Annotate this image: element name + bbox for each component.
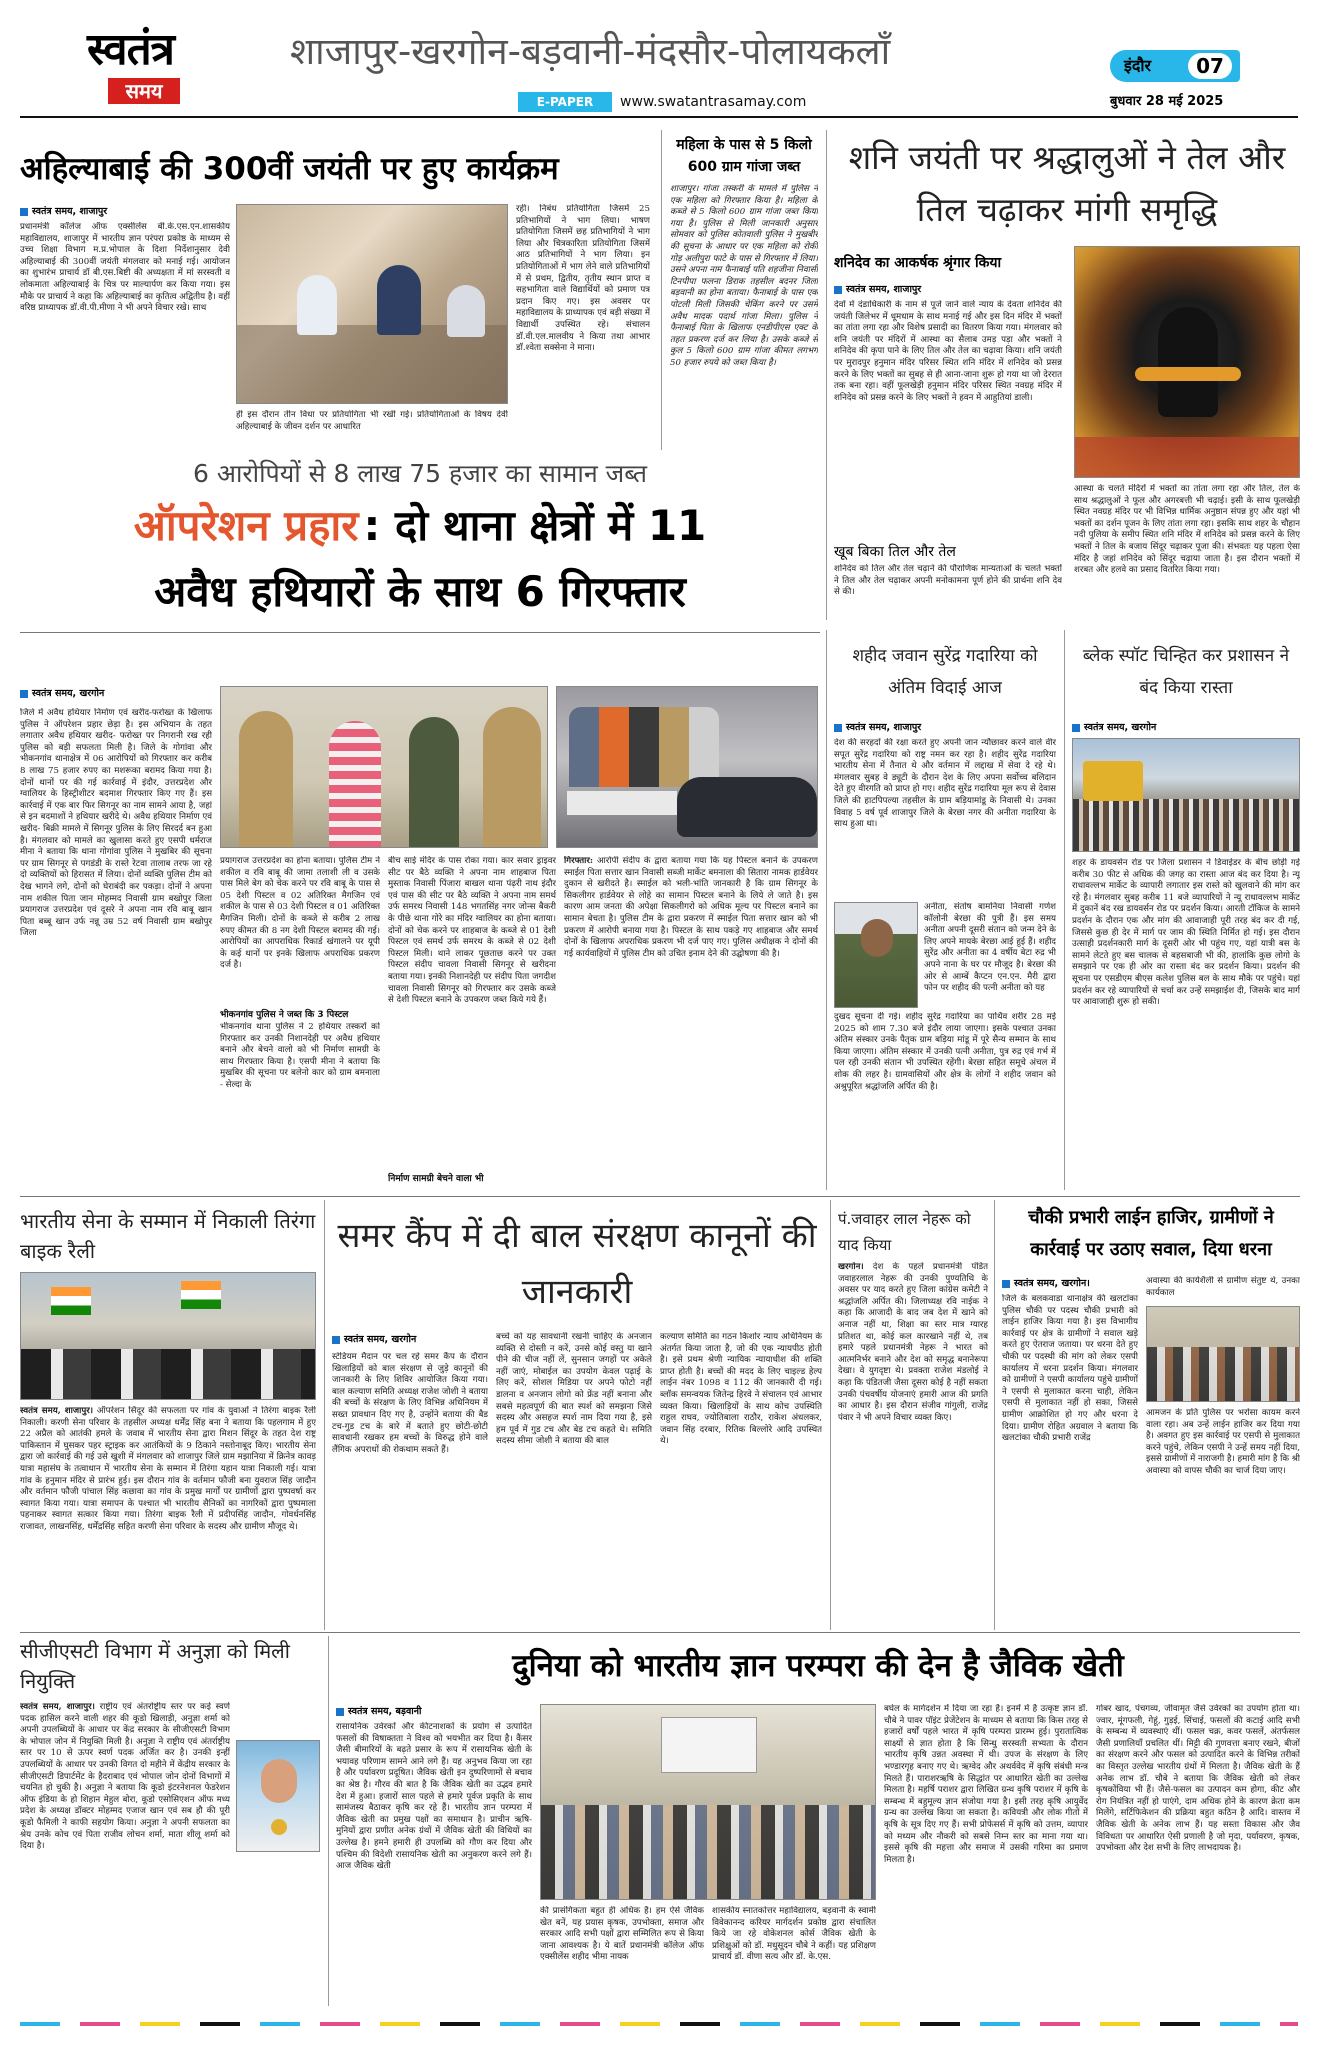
shani-headline: शनि जयंती पर श्रद्धालुओं ने तेल और तिल चढ़ाकर मांगी समृद्धि (848, 138, 1286, 229)
prahar-photo-car (556, 686, 818, 848)
prahar-headline-line1 (20, 494, 820, 558)
accused-figure (329, 721, 381, 848)
chowki-dateline-text: स्वतंत्र समय, खरगोन। (1014, 1278, 1090, 1289)
excavator-shape (1083, 761, 1143, 801)
city-name: इंदौर (1124, 56, 1152, 75)
shaheed-headline: शहीद जवान सुरेंद्र गदारिया को अंतिम विदाई आज (852, 646, 1038, 698)
shaheed-text3: दुखद सूचना दी गई। शहीद सुरेंद्र गदारिया का पार्थिव शरीर 28 मई 2025 को शाम 7.30 बजे इंदौर लाया जाएगा। इसके पश्चात उनका अंतिम संस्कार उनके पैतृक ग्राम बड़िया मांडू में पूरे सैन्य सम्मान के साथ किया जाएगा। अंतिम संस्कार में उनकी पत्नी अनीता, पुत्र रुद्र एवं गर्भ में पल रही उनकी संतान भी उपस्थित रहेंगी। बेरछा सहित समूचे अंचल में शोक की लहर है। ग्रामवासियों और क्षेत्र के लोगों ने शहीद जवान को अश्रुपूरित श्रद्धांजलि अर्पित की है। (834, 1012, 1056, 1092)
idol-shape (1158, 307, 1218, 417)
ahilya-dateline (20, 204, 220, 222)
logo-bottom-text: समय (108, 78, 180, 104)
shaheed-dateline (834, 720, 1054, 738)
prahar-col3: बीच साई मंदिर के पास रोका गया। कार सवार ड्राइवर सीट पर बैठे व्यक्ति ने अपना नाम शाहबाज पिता मुस्ताक निवासी पिंजारा बाखल थाना पंढ़री नाथ इंदौर एवं पास की सीट पर बैठे व्यक्ति ने अपना नाम समर्थ उर्फ समरथ निवासी 148 भगतसिंह नगर जोन्स बैकरी के पीछे थाना गोरे का मंदिर ग्वालियर का होना बताया। दोनों को चेक करने पर शाहबाज के कब्जे से 01 देशी पिस्टल एवं समर्थ उर्फ समरथ के कब्जे से 02 देशी पिस्टल मिली। थाने लाकर पूछताछ करने पर उक्त पिस्टल संदीप चावला निवासी सिगनूर से खरीदना बताया गया। इनकी निशानदेही पर संदीप पिता जगदीश चावला निवासी सिगनूर को गिरफ्तार कर उसके कब्जे से देशी पिस्टल बनाने के उपकरण जब्त किये गये हैं। (388, 856, 556, 1006)
tiranga-photo (20, 1272, 316, 1400)
prahar-dateline-text: स्वतंत्र समय, खरगोन (32, 688, 105, 699)
column-divider (826, 130, 827, 620)
section-rule (20, 1632, 1300, 1633)
shaheed-photo (834, 902, 918, 1008)
group-figures (569, 707, 719, 787)
ganja-headline: महिला के पास से 5 किलो 600 ग्राम गांजा जब्त (676, 137, 812, 175)
shani-subhead2: खूब बिका तिल और तेल (834, 544, 956, 560)
ahilya-col1: प्रधानमंत्री कॉलेज ऑफ एक्सीलेंस बी.के.एस.एन.शासकीय महाविद्यालय, शाजापुर में भारतीय ज्ञान परंपरा प्रकोष्ठ के माध्यम से उच्च शिक्षा विभाग म.प्र.भोपाल के दिशा निर्देशानुसार देवी अहिल्याबाई की 300वीं जयंती मंगलवार को मनाई गई। आयोजन का शुभारंभ प्राचार्य डॉ बी.एस.बिष्टी की अध्यक्षता में मां सरस्वती व लोकमाता अहिल्याबाई के चित्र पर माल्यार्पण कर किया गया। इस मौके पर प्राचार्य ने कहा कि अहिल्याबाई का कृतित्व अद्वितीय है। वहीं वरिष्ठ प्राध्यापक डॉ.वी.पी.मीणा ने भी अपने विचार रखे। साथ (20, 222, 230, 314)
dateline-marker (332, 1336, 340, 1344)
issue-date: बुधवार 28 मई 2025 (1110, 94, 1224, 109)
dateline-marker (834, 724, 842, 732)
prahar-col1: जिले में अवैध हथियार निर्माण एवं खरीद-फरोख्त के खिलाफ पुलिस ने ऑपरेशन प्रहार छेड़ा है। इस अभियान के तहत लगातार अवैध हथियार खरीद- फरोख्त पर निगरानी रख रही पुलिस को बड़ी सफलता मिली है। जिले के गोगांवा और भीकनगांव थानाक्षेत्र में 06 आरोपियों को गिरफ्तार कर करीब 8 लाख 75 हजार रुपए का मशरूका बरामद किया गया है। दोनों थानों पर की गई कार्रवाई में इंदौर, उत्तरप्रदेश और ग्वालियर के हिस्ट्रीशीटर बदमाश गिरफ्तार किए गए हैं। इस कार्रवाई में एक बार फिर सिगनूर का नाम सामने आया है, जहां से इन बदमाशों ने हथियार खरीदे थे। अवैध हथियार निर्माण एवं खरीद- बिक्री मामले में सिगनूर पुलिस के लिए सिरदर्द बन हुआ है। मंगलवार को मामले का खुलासा करते हुए एसपी धर्मराज मीना ने बताया कि थाना गोगांवा पुलिस ने मुखबिर की सूचना पर ग्राम सिगनूर से पगडंडी के रास्ते रेटवा तालाब तरफ जा रहे दो व्यक्तियों को हिरासत में लिया। दोनों व्यक्ति पुलिस टीम को देख भागने लगे, दोनों को घेराबंदी कर पकड़ा। दोनों ने अपना नाम शकील पिता जान मोहम्मद निवासी ग्राम बखोपुर जिला प्रयागराज उत्तरप्रदेश एवं दूसरे ने अपना नाम रवि बाबू खान पिता बब्बू खान उर्फ नन्नू उम्र 52 वर्ष निवासी ग्राम बखोपुर जिला (20, 708, 212, 939)
anuja-photo (236, 1740, 320, 1852)
column-divider (994, 1200, 995, 1630)
jaivik-col5: गोबर खाद, पंचगव्य, जीवामृत जैसे उर्वरकों का उपयोग होता था। ज्वार, मूंगफली, गेहूं, गुड़ई, सिंचाई, फसलों की कटाई आदि सभी के सम्बन्ध में व्यवस्थाएं थीं। फसल चक्र, कवर फसलें, अंतर्फसल जैसी प्रणालियाँ प्रचलित थीं। मिट्टी की गुणवत्ता बनाए रखने, बीजों का संरक्षण करने और फसल को उत्पादित करने के विभिन्न तरीकों का विस्तृत उल्लेख भारतीय ग्रंथों में मिलता है। जैविक खेती के हैं अनेक लाभ डॉ. चौबे ने बताया कि जैविक खेती को लेकर कृषकोंविया भी हैं। जैसे-फसल का उत्पादन कम होगा, कीट और रोग नियंत्रित नहीं हो पाएंगे, दाम अधिक होने के कारण क्रेता कम मिलेंगे, सर्टिफिकेशन की प्रक्रिया बहुत कठिन है आदि। वास्तव में जैविक खेती के अनेक लाभ हैं। यह सस्ता विकास और जैव विविधता पर आधारित ऐसी प्रणाली है जो मृदा, पर्यावरण, कृषक, उपभोक्ता और देश सभी के लिए लाभदायक है। (1096, 1704, 1300, 1854)
flag-shape (51, 1287, 91, 1315)
ahilya-photo (236, 204, 508, 404)
shaheed-text1: देश की सरहदों की रक्षा करते हुए अपनी जान न्यौछावर करने वाले वीर सपूत सुरेंद्र गदारिया को राष्ट्र नमन कर रहा है। शहीद सुरेंद्र गदारिया भारतीय सेना में तैनात थे और वर्तमान में लद्दाख में सेवा दे रहे थे। मंगलवार सुबह वे ड्यूटी के दौरान देश के लिए अपना सर्वोच्च बलिदान देते हुए वीरगति को प्राप्त हो गए। शहीद सुरेंद्र गदारिया मूल रूप से देवास जिले की हाटपिपल्या तहसील के ग्राम बड़ियामांडू के निवासी थे। उनका विवाह 5 वर्ष पूर्व शाजापुर जिले के बेरछा नगर की अनीता गदारिया के साथ हुआ था। (834, 738, 1056, 830)
city-badge (1110, 50, 1240, 82)
edition-title: शाजापुर-खरगोन-बड़वानी-मंदसौर-पोलायकलाँ (290, 30, 891, 73)
student-figure (447, 285, 485, 337)
tiranga-body (20, 1406, 316, 1626)
bikes-shape (21, 1349, 316, 1400)
prahar-col4-block (564, 856, 818, 1186)
crowd-shape (1073, 799, 1300, 852)
flag-shape (181, 1281, 221, 1309)
prahar-headline-line2: अवैध हथियारों के साथ 6 गिरफ्तार (154, 567, 686, 616)
ahilya-dateline-text: स्वतंत्र समय, शाजापुर (32, 206, 108, 217)
jaivik-dateline (336, 1704, 536, 1722)
ahilya-col3: रही। निबंध प्रतियोगिता जिसमें 25 प्रतिभागियों ने भाग लिया। भाषण प्रतियोगिता जिसमें छह प्रतिभागियों ने भाग लिया और चित्रकारिता प्रतियोगिता जिसमें आठ प्रतिभागियों ने भाग लिया। इन प्रतियोगिताओं में भाग लेने वाले प्रतिभागियों में से प्रथम, द्वितीय, तृतीय स्थान प्राप्त व सहभागिता वाले विद्यार्थियों को प्रमाण पत्र प्रदान किए गए। इस अवसर पर महाविद्यालय के प्राध्यापक एवं बड़ी संख्या में विद्यार्थी उपस्थित रहे। संचालन डॉ.वी.एल.मालवीय ने किया तथा आभार डॉ.श्वेता सक्सेना ने माना। (516, 204, 650, 354)
prahar-headline-black: : दो थाना क्षेत्रों में 11 (363, 501, 707, 550)
shaheed-dateline-text: स्वतंत्र समय, शाजापुर (846, 722, 922, 733)
officer-figure (239, 711, 293, 848)
column-divider (324, 1200, 325, 1630)
prahar-col4-lead: गिरफ्तार: (564, 856, 594, 866)
ahilya-headline: अहिल्याबाई की 300वीं जयंती पर हुए कार्यक्रम (20, 151, 559, 187)
masthead-rule (20, 116, 1298, 118)
column-divider (830, 1200, 831, 1630)
prahar-photo-arrested (220, 686, 548, 848)
page-number: 07 (1188, 53, 1232, 79)
website-link[interactable]: www.swatantrasamay.com (620, 94, 807, 110)
flowers-shape (1075, 437, 1300, 478)
jaivik-col1: रासायनिक उर्वरकों और कीटनाशकों के प्रयोग से उत्पादित फसलों की विषाक्तता ने विश्व को भयभीत कर दिया है। कैंसर जैसी बीमारियों के बढ़ते प्रसार के रूप में रासायनिक खेती के भयावह परिणाम सामने आने लगे हैं। यह अनुभव किया जा रहा है और पर्यावरण प्रदूषित। जैविक खेती इन दुष्परिणामों से बचाव का श्रेष्ठ है। गौरव की बात है कि जैविक खेती का उद्भव हमारे देश में हुआ। हजारों साल पहले से हमारे पूर्वज प्रकृति के साथ सामंजस्य बैठाकर कृषि कर रहे हैं। भारतीय ज्ञान परम्परा में जैविक खेती का प्रमुख पक्षों का समाधान है। प्राचीन ऋषि-मुनियों द्वारा प्रणीत अनेक ग्रंथों में जैविक खेती की विधियों का उल्लेख है। हमने हमारी ही उपलब्धि को गौण कर दिया और पश्चिम की विदेशी रासायनिक खेती का अनुकरण करने लगे हैं। आज जैविक खेती (336, 1722, 532, 1872)
blackspot-photo (1072, 738, 1300, 852)
garland-shape (1135, 367, 1241, 381)
nehru-headline: पं.जवाहर लाल नेहरू को याद किया (838, 1210, 971, 1254)
dateline-marker (1002, 1280, 1010, 1288)
jaivik-col3: शासकीय स्नातकोत्तर महाविद्यालय, बड़वानी के स्वामी विवेकानन्द करियर मार्गदर्शन प्रकोष्ठ द्वारा संचालित किये जा रहे वोकेशनल कोर्स जैविक खेती के प्रशिक्षुओं को डॉ. मधुसूदन चौबे ने कहीं। यह प्रशिक्षण प्राचार्य डॉ. वीणा सत्य और डॉ. के.एस. (712, 1906, 876, 1963)
officer-figure (483, 707, 541, 848)
prahar-col2: प्रयागराज उत्तरप्रदेश का होना बताया। पुलिस टीम ने शकील व रवि बाबू की जामा तलाशी ली व उसके पास मिले बेग को चेक करने पर रवि बाबू के पास से 05 देशी पिस्टल व 02 अतिरिक्त मैगजिन एवं शकील के पास से 03 देशी पिस्टल व 01 अतिरिक्त मैगजिन मिली। दोनों के कब्जे से करीब 2 लाख रुपए कीमत की 8 नग देशी पिस्टल बरामद की गई। आरोपियों का आपराधिक रिकार्ड खंगालने पर यूपी के कई थानों पर इनके खिलाफ अपराधिक प्रकरण दर्ज है। (220, 856, 380, 971)
jaivik-photo (540, 1704, 876, 1900)
chowki-photo (1146, 1306, 1300, 1402)
accused-figure (409, 717, 459, 848)
anuja-lead: स्वतंत्र समय, शाजापुर। (20, 1702, 95, 1712)
shani-dateline-text: स्वतंत्र समय, शाजापुर (846, 284, 922, 295)
prahar-col2b: भीकनगांव थाना पुलिस ने 2 हथियार तस्करों को गिरफ्तार कर उनकी निशानदेही पर अवैध हथियार बनाने और बेचने वालो को भी निर्माण सामग्री के साथ गिरफ्तार किया है। एसपी मीना ने बताया कि मुखबिर की सूचना पर बलेनो कार को ग्राम बमनाला - सेल्दा के (220, 1022, 380, 1090)
section-rule (20, 632, 820, 633)
medal-shape (271, 1819, 287, 1835)
shani-dateline (834, 282, 1064, 300)
dateline-marker (1072, 724, 1080, 732)
student-figure (377, 265, 421, 335)
prahar-col4-text: आरोपी संदीप के द्वारा बताया गया कि यह पिस्टल बनाने के उपकरण स्माईल पिता सत्तार खान निवासी सब्जी मार्केट बमनाला की सितारा नामक हार्डवेयर दुकान से खरीदते है। स्माईल को भली-भांति जानकारी है कि ग्राम सिगनूर के सिकलीगर हार्डवेयर से लोहे का सामान पिस्टल बनाने के लिये ले जाते है। इस कारण आम जनता की अपेक्षा सिकलीगरो को अधिक मूल्य पर पिस्टल बनाने का सामान बेचता है। पुलिस टीम के द्वारा प्रकरण में स्माईल पिता सत्तार खान को भी प्रकरण में आरोपी बनाया गया है। पिस्टल के साथ पकड़े गए शाहबाज और समर्थ दोनों के खिलाफ अपराधिक प्रकरण भी दर्ज पाए गए। पुलिस अधीक्षक ने दोनों की गई कार्यवाहियों में पुलिस टीम को उचित इनाम देने की उद्घोषणा की है। (564, 856, 818, 959)
column-divider (826, 630, 827, 1190)
jaivik-dateline-text: स्वतंत्र समय, बड़वानी (348, 1706, 422, 1717)
column-divider (661, 130, 662, 450)
blackspot-text: शहर के डायवर्सन रोड पर जिला प्रशासन ने डिवाईडर के बीच छोड़ी गई करीब 30 फीट से अधिक की जगह का रास्ता आज बंद कर दिया है। न्यू राधावल्लभ मार्केट के व्यापारी लगातार इस रास्ते को खुलवाने की मांग कर रहे है। मंगलवार सुबह करीब 11 बजे व्यापारियों ने न्यू राधावल्लभ मार्केट में दुकानें बंद रख डायवर्सन रोड पर प्रदर्शन किया। आरती टॉकिज के सामने प्रदर्शन के दौरान एक और मांग की आवाजाही पूरी तरह बंद कर दी गई, जिससे कुछ ही देर में मार्ग पर जाम की स्थिति निर्मित हो गई। इस दौरान उत्साही प्रदर्शनकारी मार्ग के दूसरी ओर भी पहुंच गए, यहां यात्री बस के सामने लेटते हुए बस चालक से बहसबाजी भी की, हालांकि कुछ लोगो के समझाने पर एक ही ओर का रास्ता बंद कर प्रदर्शन किया। प्रदर्शन की सूचना पर एसडीएम बीएस कलेश पुलिस बल के साथ मौके पर पहुंचे। यहां प्रदर्शन कर रहे व्यापारियों से चर्चा कर उन्हें समझाईश दी, जिसके बाद मार्ग पर आवाजाही शुरू हो सकी। (1072, 858, 1300, 1008)
masthead (0, 0, 1318, 118)
blackspot-headline: ब्लेक स्पॉट चिन्हित कर प्रशासन ने बंद किया रास्ता (1082, 646, 1290, 698)
nehru-text: देश के पहले प्रधानमंत्री पंडित जवाहरलाल नेहरू की उनकी पुण्यतिथि के अवसर पर याद करते हुए जिला कांग्रेस कमेटी ने श्रद्धांजलि अर्पित की। जिलाध्यक्ष रवि नाईक ने कहा कि आजादी के बाद जब देश में खाने को अनाज नहीं था, शिक्षा का स्तर मात्र ग्यारह प्रतिशत था, कोई कल कारखाने नहीं थे, तब हमारे पहले प्रधानमंत्री नेहरू ने भारत को आत्मनिर्भर बनाने और देश को समृद्ध बनानेरूपा देखा। वे युगदृष्टा थे। प्रवक्ता राजेश मंडलोई ने कहा कि पंडितजी जैसा दूसरा कोई है नहीं सकता उनकी पंचवर्षीय योजनाएं हमारी आज की प्रगति का आधार है। इस दौरान संजीव गांगुली, राजेंद्र पंवार ने भी अपने विचार व्यक्त किए। (838, 1262, 988, 1423)
samar-dateline-text: स्वतंत्र समय, खरगोन (344, 1334, 417, 1345)
dateline-marker (20, 690, 28, 698)
audience-shape (541, 1805, 876, 1900)
person-face (261, 1759, 297, 1803)
chowki-dateline (1002, 1276, 1132, 1294)
epaper-label: E-PAPER (518, 92, 612, 112)
nehru-body (838, 1262, 988, 1622)
prahar-kicker: 6 आरोपियों से 8 लाख 75 हजार का सामान जब्त (192, 459, 648, 488)
table-shape (567, 791, 677, 815)
shani-photo (1074, 246, 1300, 478)
chowki-col2a: अवास्या की कार्यशैली से ग्रामीण संतुष्ट थे, उनका कार्यकाल (1146, 1276, 1300, 1298)
chowki-headline: चौकी प्रभारी लाईन हाजिर, ग्रामीणों ने कार्रवाई पर उठाए सवाल, दिया धरना (1028, 1207, 1274, 1260)
shani-subhead: शनिदेव का आकर्षक श्रृंगार किया (834, 255, 1002, 271)
shani-col1: देवों में दंडाधिकारी के नाम से पूजे जाने वाले न्याय के देवता शनिदेव की जयंती जिलेभर में धूमधाम के साथ मनाई गई और इस दिन मंदिर में भक्तों का तांता लगा रहा और विशेष प्रसादी का वितरण किया गया। मंगलवार को शनि जयंती पर मंदिरों में आस्था का सैलाब उमड़ पड़ा और भक्तों ने शनिदेव की कृपा पाने के लिए तिल और तेल का चढ़ावा किया। शनि जयंती पर मुरादपुर हनुमान मंदिर परिसर स्थित शनि मंदिर में शनिदेव को प्रसन्न करने के लिए भक्तों का सुबह से ही आना-जाना शुरू हो गया था जो देररात तक बना रहा। वहीं फूलखेड़ी हनुमान मंदिर परिसर स्थित नवग्रह मंदिर में शनिदेव को प्रसन्न करने के लिए भक्तों ने हवन में आहुतियां डाली। (834, 300, 1062, 403)
anuja-headline: सीजीएसटी विभाग में अनुज्ञा को मिली नियुक्ति (20, 1639, 290, 1693)
student-figure (297, 275, 337, 335)
blackspot-dateline-text: स्वतंत्र समय, खरगोन (1084, 722, 1157, 733)
shani-col2: आस्था के चलते मंदिरों में भक्तों का तांता लगा रहा और तिल, तेल के साथ श्रद्धालुओं ने फूल और अगरबत्ती भी चढ़ाई। इसी के साथ फूलखेड़ी स्थित नवग्रह मंदिर पर भी विभिन्न धार्मिक अनुष्ठान संपन्न हुए और यहां भी भक्तों का दर्शन पूजन के लिए तांता लगा रहा। इसकि साथ शहर के चौहान नदी पुलिया के समीप स्थित शनि मंदिर में शनिदेव को प्रसन्न करने के लिए भक्तों ने तिल के बजाय सिंदूर चढ़ाकर पूजा की। संभवतः यह पहला ऐसा मंदिर है जहां शनिदेव को सिंदूर चढ़ाया जाता है। इस दौरान भक्तों में शरबत और हलवे का प्रसाद वितरित किया गया। (1074, 484, 1300, 576)
column-divider (1064, 630, 1065, 1190)
jaivik-col2: की प्रासंगिकता बहुत ही अधिक है। हम ऐसे जैविक खेत बनें, यह प्रयास कृषक, उपभोक्ता, समाज और सरकार आदि सभी पक्षों द्वारा सम्मिलित रूप से किया जाना आवश्यक है। ये बातें प्रधानमंत्री कॉलेज ऑफ एक्सीलेंस शहीद भीमा नायक (540, 1906, 704, 1963)
samar-col1: स्टेडियम मैदान पर चल रहे समर कैंप के दौरान खिलाड़ियों को बाल संरक्षण से जुड़े कानूनों की जानकारी के लिए शिविर आयोजित किया गया। बाल कल्याण समिति अध्यक्ष राजेश जोशी ने बताया की बच्चों के संरक्षण के लिए विभिन्न अधिनियम में सख्त प्रावधान दिए गए है, उन्होंने बताया की बैड टच-गुड टच के बारे में बताते हुए छोटी-छोटी सावधानी रखकर हम बच्चों के विरुद्ध होने वाले लैंगिक अपराधों की रोकथाम सकते हैं। (332, 1352, 488, 1455)
prahar-dateline (20, 686, 220, 704)
ganja-text: शाजापुर। गांजा तस्करी के मामले में पुलिस ने एक महिला को गिरफ्तार किया है। महिला के कब्जे से 5 किलो 600 ग्राम गांजा जब्त किया गया है। पुलिस से मिली जानकारी अनुसार सोमवार को पुलिस कोतवाली पुलिस ने मुखबीर की सूचना के आधार पर एक महिला को रोकी गोड़ अलीपुरा फाटे के पास से गिरफ्तार में लिया। उसने अपना नाम फैनाबाई पति शहजीना निवासी टिनपीपा फलना डिराक तहसील बदनर जिला बड़वानी का होना बताया। फैनाबाई के पास एक पोटली मिली जिसकी चेकिंग करने पर उसमें अवैध मादक पदार्थ गांजा मिला। पुलिस ने फैनाबाई पिता के खिलाफ एनडीपीएस एक्ट के तहत प्रकरण दर्ज कर लिया है। उसके कब्जे से कुल 5 किलो 600 ग्राम गांजा कीमत लगभग 50 हजार रुपये को जब्त किया है। (670, 184, 818, 368)
car-shape (677, 777, 817, 837)
anuja-text: राष्ट्रीय एवं अंतर्राष्ट्रीय स्तर पर कई स्वर्ण पदक हासिल करने वाली शहर की कूडो खिलाड़ी, अनुज्ञा शर्मा को अपनी उपलब्धियों के आधार पर केंद्र सरकार के सीजीएसटी विभाग के भोपाल जोन में नियुक्ति मिली है। अनुज्ञा ने राष्ट्रीय एवं अंतर्राष्ट्रीय स्तर पर 10 से ऊपर स्वर्ण पदक अर्जित कर है। उनकी इन्हीं उपलब्धियों के आधार पर उनकी विगत दो महीने में केंद्रीय सरकार के सीजीएसटी डिपार्टमेंट के हैदराबाद एवं भोपाल जोन दोनों विभागों में चयनित हो चुकी है। अनुज्ञा ने बताया कि कूडो इंटरनेशनल फेडरेशन ऑफ इंडिया के हो शिहान मेहुल बोरा, कूडो एसोसिएशन ऑफ मध्य प्रदेश के अध्यक्ष डॉक्टर मोहम्मद एजाज खान एवं सब हौ की पूरी कूडो फैमिली ने काफी सहयोग किया। अनुज्ञा ने अपनी सफलता का श्रेय उनके कोच एवं पिता राजीव लोचन शर्मा, माता शीलू शर्मा को दिया है। (20, 1702, 230, 1852)
ahilya-caption: ही इस दौरान तीन विधा पर प्रतियोगिता भी रखी गई। प्रतियोगिताओं के विषय देवी अहिल्याबाई के जीवन दर्शन पर आधारित (236, 410, 508, 432)
samar-col2: बच्चे को यह सावधानी रखनी चाहिए के अनजान व्यक्ति से दोस्ती न करें, उनसे कोई वस्तु या खाने पीने की चीज नहीं लें, सुनसान जगहों पर अकेले नहीं जाएं, मोबाईल का उपयोग केवल पढ़ाई के लिए करें, सोशल मिडिया पर अपने फोटो नहीं डालना व अनजान लोगो को फ्रेंड नहीं बनाना और सबसे महत्वपूर्ण की बात स्पर्श को समझना जिसे सदस्य और असहज स्पर्श नाम दिया गया है, इसे हम पूर्व में गुड टच और बेड टच कहते थे। समिति सदस्य सीमा जोशी ने बताया की बाल (496, 1332, 652, 1447)
bottom-color-bar (20, 2022, 1298, 2026)
shaheed-text2: अनीता, संतोष बामनिया निवासी गणेश कॉलोनी बेरछा की पुत्री हैं। इस समय अनीता अपनी दूसरी संतान को जन्म देने के लिए अपने मायके बेरछा आई हुई हैं। शहीद सुरेंद्र और अनीता का 4 वर्षीय बेटा रुद्र भी अपने नाना के घर पर मौजूद है। बेरछा की ओर से आम्बें कैप्टन एन.एन. मैरी द्वारा फोन पर शहीद की पत्नी अनीता को यह (924, 902, 1056, 994)
jaivik-headline: दुनिया को भारतीय ज्ञान परम्परा की देन है जैविक खेती (512, 1648, 1124, 1684)
logo-top-text: स्वतंत्र (87, 24, 174, 75)
samar-headline: समर कैंप में दी बाल संरक्षण कानूनों की जानकारी (337, 1216, 817, 1312)
tiranga-headline: भारतीय सेना के सम्मान में निकाली तिरंगा बाइक रैली (20, 1209, 316, 1263)
chowki-col1: जिले के बलकवाडा थानाक्षेत्र की खलटांका पुलिस चौकी पर पदस्थ चौकी प्रभारी को लाईन हाजिर किया गया है। इस विभागीय कार्रवाई पर क्षेत्र के ग्रामीणों ने सवाल खड़े करते हुए ऐतराज जताया। पर धरना देते हुए चौकी पर पदस्थी की मांग को लेकर एसपी कार्यालय में धरना प्रदर्शन किया। मंगलवार को ग्रामीणों ने एसपी कार्यालय पहुंचे ग्रामीणों ने एसपी से मुलाकात करना चाही, लेकिन एसपी से मुलाकात नहीं हो सका, जिससे ग्रामीण आक्रोशित हो गए और धरना दे दिया। ग्रामीण रोहित अग्रवाल ने बताया कि खलटांका चौकी प्रभारी राजेंद्र (1002, 1294, 1138, 1444)
dateline-marker (834, 286, 842, 294)
column-divider (328, 1636, 329, 2006)
logo (38, 26, 223, 118)
nehru-lead: खरगोन। (838, 1262, 864, 1272)
tiranga-lead: स्वतंत्र समय, शाजापुर। (20, 1406, 94, 1416)
prahar-headline-red: ऑपरेशन प्रहार (133, 501, 359, 550)
dateline-marker (336, 1708, 344, 1716)
screen-shape (661, 1717, 757, 1773)
shani-col1b: शनिदेव को तिल और तेल चढ़ाने की पौराणिक मान्यताओं के चलते भक्तों ने तिल और तेल चढ़ाकर अपनी मनोकामना पूर्ण होने की प्रार्थना शनि देव से की। (834, 564, 1062, 598)
chowki-col2b: आमजन के प्रति पुलिस पर भरोसा कायम करने वाला रहा। अब उन्हें लाईन हाजिर कर दिया गया है। अवगत हुए इस कार्रवाई पर एसपी से मुलाकात करने पहुंचे, लेकिन एसपी ने उन्हें समय नहीं दिया, इससे ग्रामीणों में नाराजगी है। हमारी मांग है कि श्री अवास्या को वापस चौकी का चार्ज दिया जाए। (1146, 1408, 1300, 1476)
jaivik-col4: बघेल के मार्गदर्शन में दिया जा रहा है। इनमें में है उत्कृष्ट ज्ञान डॉ. चौबे ने पावर पॉइंट प्रेजेंटेशन के माध्यम से बताया कि किस तरह से हजारों वर्षों पहले भारत में कृषि परम्परा प्रारम्भ हुई। पुरातात्विक साक्ष्यों से ज्ञात होता है कि सिन्धु सरस्वती सभ्यता के दौरान भारतीय कृषि उन्नत अवस्था में थी। उपज के संरक्षण के लिए भण्डारगृह बनाए गए थे। ऋग्वेद और अथर्ववेद में कृषि संबंधी मन्त्र मिलते हैं। पाराशरऋषि के सिद्धांत पर आधारित खेती का उल्लेख मिलता है। महर्षि पराशर द्वारा लिखित ग्रन्थ कृषि पराशर में कृषि के सम्बन्ध में बहुमूल्य ज्ञान संजोया गया है। इसी तरह कृषि आयुर्वेद ग्रन्थ का उल्लेख किया जा सकता है। कवियत्री और लोक गीतों में कृषि के सूत्र दिए गए हैं। सभी प्रोफेसर्स में कृषि को उत्तम, व्यापार को मध्यम और नौकरी को सबसे निम्न स्तर का माना गया था। इससे कृषि की महत्ता और समाज में उसकी गरिमा का प्रमाण मिलता है। (884, 1704, 1088, 1865)
tiranga-text: ऑपरेशन सिंदूर की सफलता पर गांव के युवाओं ने तिरंगा बाइक रैली निकाली। करणी सेना परिवार के तहसील अध्यक्ष धर्मेंद्र सिंह बना ने बताया कि पहलगाम में हुए 22 अप्रैल को आतंकी हमले के जवाब में भारतीय सेना द्वारा मिशन सिंदूर के तहत देश राष्ट्र पाकिस्तान में घुसकर पहर स्ट्राइक कर आतंकियों के 9 ठिकाने नस्तोनाबूद किए। भारतीय सेना द्वारा जो कार्रवाई की गई उसे खुशी में मंगलवार को शाजापुर जिले ग्राम मझानिया में क्रिनेत्र कावड़ यात्रा महासंघ के तत्वाधान में भारतीय सेना के सम्मान में तिरंगा यहान यात्रा निकाली गई। यात्रा गांव के हनुमान मंदिर से प्रारंभ हुई। इस दौरान गांव के वर्तमान फौजी बना युवराज सिंह जादौन और वर्तमान फौजी पांचाल सिंह कछावा का गांव के प्रमुख मार्गों पर ग्रामीणों द्वारा पुष्पवर्षा कर स्वागत किया गया। यात्रा समापन के पश्चात भी भारतीय सैनिकों का नागरिकों द्वारा पुष्पमाला पहनाकर स्वागत सत्कार किया गया। तिरंगा बाइक रैली में प्रदीपसिंह जादौन, गोवर्धनसिंह राजावत, लाखनसिंह, धर्मेंद्रसिंह सहित करणी सेना परिवार के सदस्य और ग्रामीण मौजूद थे। (20, 1406, 316, 1532)
dateline-marker (20, 208, 28, 216)
prahar-col3-tail: निर्माण सामग्री बेचने वाला भी (388, 1174, 484, 1184)
soldier-face (861, 919, 893, 957)
section-rule (20, 1196, 1300, 1197)
prahar-col2-subhead: भीकनगांव पुलिस ने जब्त कि 3 पिस्टल (220, 1010, 349, 1020)
crowd-shape (1147, 1347, 1300, 1402)
anuja-body-top (20, 1702, 230, 1902)
samar-col3: कल्याण समिति का गठन किशोर न्याय अधिनियम के अंतर्गत किया जाता है, जो की एक न्यायपीठ होती है। इसे प्रथम श्रेणी न्यायिक न्यायाधीश की शक्ति प्राप्त होती है। बच्चों की मदद के लिए चाइल्ड हेल्प लाईन नंबर 1098 व 112 की जानकारी दी गई। ब्लॉक समन्वयक जितेन्द्र हिरवे ने संचालन एवं आभार व्यक्त किया। खिलाड़ियों के साथ कोच उपस्थिति राहुल राघव, ज्योतिबाला राठौर, राकेश अंधलकर, जवान सिंह दरबार, रितिक बिल्लोरे आदि उपस्थित थे। (660, 1332, 822, 1447)
blackspot-dateline (1072, 720, 1292, 738)
